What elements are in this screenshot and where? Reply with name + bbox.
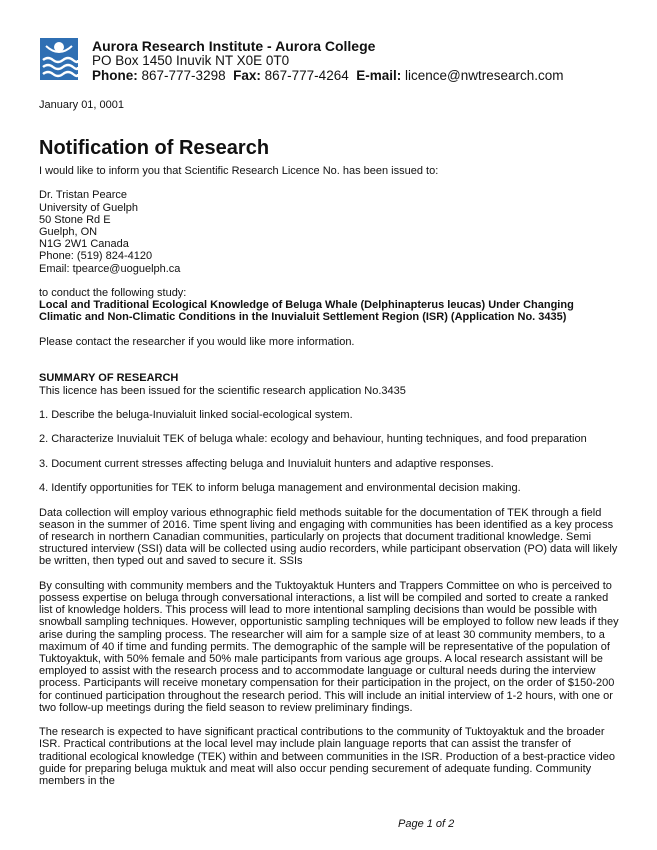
summary-paragraph: Data collection will employ various ethnographic field methods suitable for the documentation of TEK through a field season in the summer of 2016. Time spent living and engaging with communities has been identified as a key process of research in northern Canadian communities, particularly on projects that document traditional knowledge. Semi structured interview (SSI) data will be collected using audio recorders, while participant observation (PO) data will likely be written, then typed out and saved to secure it. SSIs [39, 506, 618, 568]
objective-item: 4. Identify opportunities for TEK to inform beluga management and environmental decision making. [39, 482, 521, 495]
recipient-phone: Phone: (519) 824-4120 [39, 250, 153, 263]
letter-date: January 01, 0001 [39, 99, 125, 111]
summary-paragraph: By consulting with community members and the Tuktoyaktuk Hunters and Trappers Committee on who is perceived to possess expertise on beluga through conversational interactions, a list will be compiled and sorted to create a ranked list of knowledge holders. This process will lead to more intentional sampling decisions than would be possible with snowball sampling techniques. However, opportunistic sampling techniques will be employed to follow new leads if they arise during the sampling process. The researcher will aim for a sample size of at least 30 community members, to a maximum of 40 if time and funding permits. The demographic of the sample will be representative of the population of Tuktoyaktuk, with 50% female and 50% male participants from various age groups. A local research assistant will be employed to assist with the research process and to accommodate language or cultural needs during the interview process. Participants will receive monetary compensation for their participation in the project, on the order of $150-200 for continued participation throughout the research period. This will include an initial interview of 1-2 hours, with one or two follow-up meetings during the field season to review preliminary findings. [39, 579, 619, 714]
email-address: licence@nwtresearch.com [405, 68, 564, 83]
objective-item: 2. Characterize Inuvialuit TEK of beluga whale: ecology and behaviour, hunting techniques, and food preparation [39, 433, 587, 446]
study-title: Local and Traditional Ecological Knowledge of Beluga Whale (Delphinapterus leucas) Under Changing Climatic and Non-Climatic Conditions in the Inuvialuit Settlement Region (ISR) (Application No. 3435) [39, 299, 574, 324]
recipient-postal: N1G 2W1 Canada [39, 238, 129, 251]
summary-issued-for: This licence has been issued for the scientific research application No.3435 [39, 384, 406, 397]
fax-label: Fax: [233, 68, 261, 83]
summary-heading: SUMMARY OF RESEARCH [39, 372, 179, 385]
fax-number: 867-777-4264 [264, 68, 349, 83]
recipient-name: Dr. Tristan Pearce [39, 189, 128, 202]
letter-body [39, 165, 619, 787]
phone-label: Phone: [92, 68, 138, 83]
objective-item: 3. Document current stresses affecting beluga and Inuvialuit hunters and adaptive responses. [39, 457, 494, 470]
intro-text: I would like to inform you that Scientific Research Licence No. has been issued to: [39, 165, 439, 177]
recipient-block [39, 189, 619, 274]
letterhead [92, 38, 632, 83]
contact-note: Please contact the researcher if you would like more information. [39, 335, 355, 348]
summary-paragraph: The research is expected to have significant practical contributions to the community of Tuktoyaktuk and the broader ISR. Practical contributions at the local level may include plain language reports that can assist the transfer of traditional ecological knowledge (TEK) within and between communities in the ISR. Production of a best-practice video guide for preparing beluga muktuk and meat will also occur pending securement of adequate funding. Community members in the [39, 726, 615, 787]
email-label: E-mail: [356, 68, 402, 83]
phone-number: 867-777-3298 [141, 68, 226, 83]
letterhead-contact [92, 68, 632, 83]
recipient-org: University of Guelph [39, 201, 139, 214]
aurora-college-logo [40, 38, 78, 80]
recipient-street: 50 Stone Rd E [39, 213, 111, 226]
page-number: Page 1 of 2 [398, 818, 455, 830]
study-intro: to conduct the following study: [39, 287, 187, 299]
letterhead-address: PO Box 1450 Inuvik NT X0E 0T0 [92, 53, 290, 68]
page-title: Notification of Research [39, 137, 270, 159]
objective-item: 1. Describe the beluga-Inuvialuit linked social-ecological system. [39, 408, 353, 421]
recipient-email: Email: tpearce@uoguelph.ca [39, 262, 181, 275]
letterhead-org: Aurora Research Institute - Aurora College [92, 38, 376, 54]
recipient-city: Guelph, ON [39, 226, 98, 238]
